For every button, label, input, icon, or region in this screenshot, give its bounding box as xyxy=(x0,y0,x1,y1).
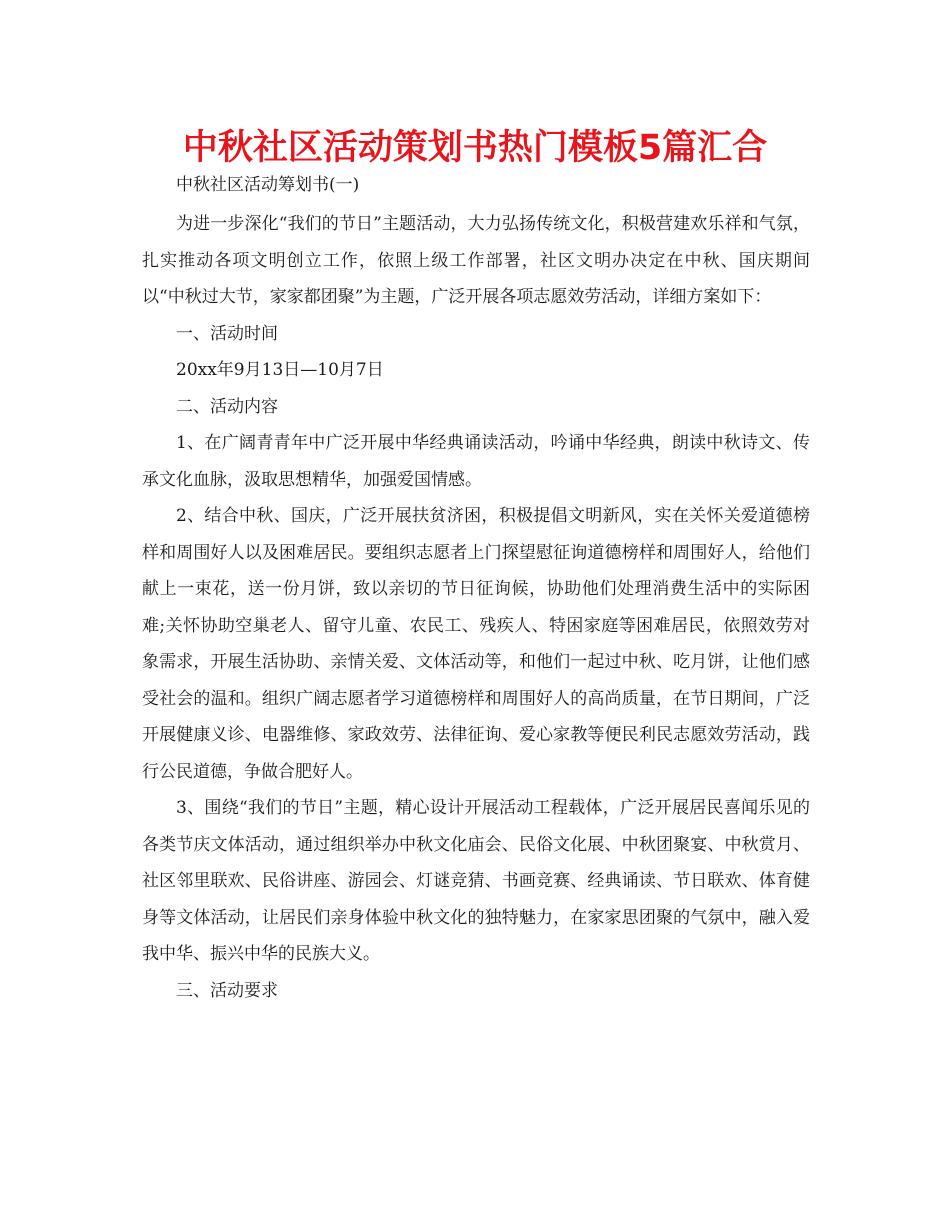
document-body xyxy=(142,172,810,1009)
section-heading-content: 二、活动内容 xyxy=(176,396,278,417)
paragraph-item-2: 2、结合中秋、国庆，广泛开展扶贫济困，积极提倡文明新风，实在关怀关爱道德榜样和周围好人以及困难居民。要组织志愿者上门探望慰征询道德榜样和周围好人，给他们献上一束花，送一份月饼，致以亲切的节日征询候，协助他们处理消费生活中的实际困难;关怀协助空巢老人、留守儿童、农民工、残疾人、特困家庭等困难居民，依照效劳对象需求，开展生活协助、亲情关爱、文体活动等，和他们一起过中秋、吃月饼，让他们感受社会的温和。组织广阔志愿者学习道德榜样和周围好人的高尚质量，在节日期间，广泛开展健康义诊、电器维修、家政效劳、法律征询、爱心家教等便民利民志愿效劳活动，践行公民道德，争做合肥好人。 xyxy=(142,506,810,782)
paragraph-date-range: 20xx年9月13日—10月7日 xyxy=(176,360,384,380)
paragraph-item-3: 3、围绕“我们的节日”主题，精心设计开展活动工程载体，广泛开展居民喜闻乐见的各类节庆文体活动，通过组织举办中秋文化庙会、民俗文化展、中秋团聚宴、中秋赏月、社区邻里联欢、民俗讲座、游园会、灯谜竞猜、书画竞赛、经典诵读、节日联欢、体育健身等文体活动，让居民们亲身体验中秋文化的独特魅力，在家家思团聚的气氛中，融入爱我中华、振兴中华的民族大义。 xyxy=(142,798,810,964)
document-title: 中秋社区活动策划书热门模板5篇汇合 xyxy=(182,128,768,168)
paragraph-item-1: 1、在广阔青青年中广泛开展中华经典诵读活动，吟诵中华经典，朗读中秋诗文、传承文化血脉，汲取思想精华，加强爱国情感。 xyxy=(142,433,810,490)
section-heading-time: 一、活动时间 xyxy=(176,323,278,344)
paragraph-intro: 为进一步深化“我们的节日”主题活动，大力弘扬传统文化，积极营建欢乐祥和气氛，扎实推动各项文明创立工作，依照上级工作部署，社区文明办决定在中秋、国庆期间以“中秋过大节，家家都团聚”为主题，广泛开展各项志愿效劳活动，详细方案如下： xyxy=(142,214,810,307)
document-subtitle: 中秋社区活动筹划书(一) xyxy=(176,175,360,195)
section-heading-requirements: 三、活动要求 xyxy=(176,980,278,1001)
